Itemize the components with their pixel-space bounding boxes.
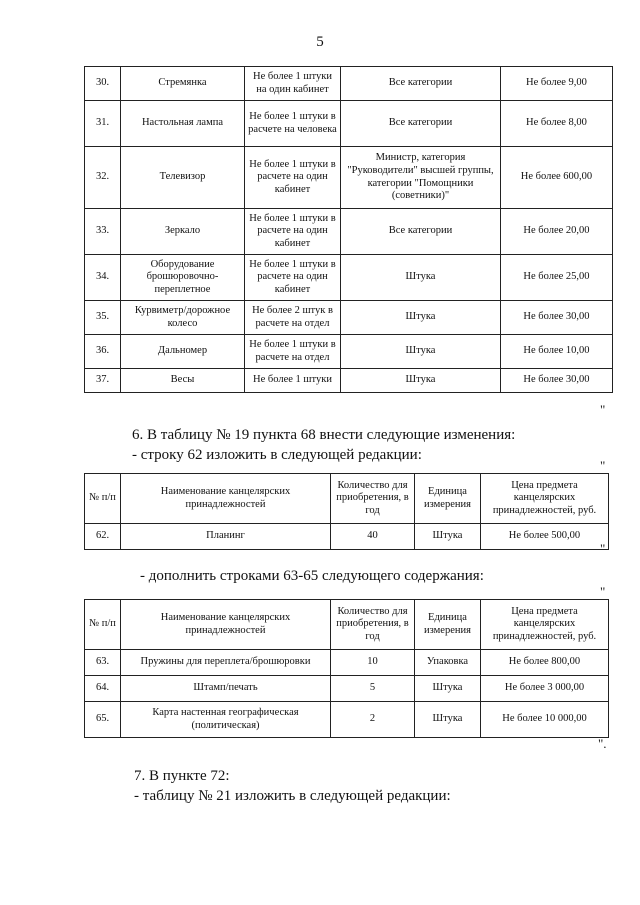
table-row [85, 147, 613, 209]
item-price: Не более 8,00 [501, 101, 613, 147]
row-number: 35. [85, 301, 121, 335]
item-name: Пружины для переплета/брошюровки [121, 650, 331, 676]
item-category: Штука [341, 369, 501, 393]
item-quantity: Не более 1 штуки в расчете на один кабинет [245, 209, 341, 255]
item-price: Не более 25,00 [501, 255, 613, 301]
item-price: Не более 800,00 [481, 650, 609, 676]
header-number: № п/п [85, 600, 121, 650]
item-name: Карта настенная географическая (политическая) [121, 702, 331, 738]
row-number: 63. [85, 650, 121, 676]
header-quantity: Количество для приобретения, в год [331, 600, 415, 650]
row-number: 62. [85, 524, 121, 550]
table-row [85, 101, 613, 147]
section-7-instruction: - таблицу № 21 изложить в следующей редакции: [134, 788, 451, 804]
item-quantity: Не более 1 штуки [245, 369, 341, 393]
row-number: 31. [85, 101, 121, 147]
closing-quote: " [600, 402, 606, 417]
section-6-instruction: - строку 62 изложить в следующей редакции: [132, 447, 422, 463]
item-name: Оборудование брошюровочно-переплетное [121, 255, 245, 301]
item-category: Все категории [341, 101, 501, 147]
header-quantity: Количество для приобретения, в год [331, 474, 415, 524]
opening-quote: " [600, 458, 606, 473]
table-row [85, 702, 609, 738]
item-quantity: Не более 1 штуки в расчете на один кабинет [245, 147, 341, 209]
item-quantity: Не более 2 штук в расчете на отдел [245, 301, 341, 335]
item-category: Все категории [341, 209, 501, 255]
table-row [85, 209, 613, 255]
item-unit: Штука [415, 676, 481, 702]
item-price: Не более 20,00 [501, 209, 613, 255]
item-unit: Упаковка [415, 650, 481, 676]
item-name: Телевизор [121, 147, 245, 209]
table-header-row [85, 600, 609, 650]
table-row-62 [84, 473, 609, 550]
item-quantity: Не более 1 штуки на один кабинет [245, 67, 341, 101]
closing-quote: " [600, 541, 606, 556]
item-category: Штука [341, 335, 501, 369]
item-name: Настольная лампа [121, 101, 245, 147]
item-quantity: 2 [331, 702, 415, 738]
row-number: 64. [85, 676, 121, 702]
table-row [85, 524, 609, 550]
opening-quote: " [600, 584, 606, 599]
row-number: 37. [85, 369, 121, 393]
item-price: Не более 10 000,00 [481, 702, 609, 738]
item-unit: Штука [415, 524, 481, 550]
item-price: Не более 10,00 [501, 335, 613, 369]
item-price: Не более 30,00 [501, 369, 613, 393]
header-name: Наименование канцелярских принадлежностей [121, 600, 331, 650]
item-name: Планинг [121, 524, 331, 550]
item-name: Курвиметр/дорожное колесо [121, 301, 245, 335]
section-7-heading: 7. В пункте 72: [134, 768, 230, 784]
item-name: Дальномер [121, 335, 245, 369]
row-number: 32. [85, 147, 121, 209]
item-quantity: 10 [331, 650, 415, 676]
table-row [85, 67, 613, 101]
header-price: Цена предмета канцелярских принадлежностей, руб. [481, 474, 609, 524]
row-number: 30. [85, 67, 121, 101]
item-category: Штука [341, 255, 501, 301]
header-number: № п/п [85, 474, 121, 524]
item-price: Не более 3 000,00 [481, 676, 609, 702]
table-header-row [85, 474, 609, 524]
header-unit: Единица измерения [415, 474, 481, 524]
section-6-heading: 6. В таблицу № 19 пункта 68 внести следующие изменения: [132, 427, 516, 443]
table-row [85, 369, 613, 393]
item-quantity: 40 [331, 524, 415, 550]
item-category: Все категории [341, 67, 501, 101]
item-name: Весы [121, 369, 245, 393]
table-row [85, 335, 613, 369]
item-unit: Штука [415, 702, 481, 738]
item-name: Штамп/печать [121, 676, 331, 702]
items-table [84, 66, 613, 393]
header-name: Наименование канцелярских принадлежностей [121, 474, 331, 524]
item-quantity: Не более 1 штуки в расчете на отдел [245, 335, 341, 369]
table-rows-63-65 [84, 599, 609, 738]
page-number: 5 [316, 34, 324, 50]
header-unit: Единица измерения [415, 600, 481, 650]
item-name: Стремянка [121, 67, 245, 101]
header-price: Цена предмета канцелярских принадлежностей, руб. [481, 600, 609, 650]
add-rows-instruction: - дополнить строками 63-65 следующего содержания: [140, 568, 484, 584]
row-number: 34. [85, 255, 121, 301]
item-quantity: 5 [331, 676, 415, 702]
table-row [85, 301, 613, 335]
item-category: Штука [341, 301, 501, 335]
item-price: Не более 30,00 [501, 301, 613, 335]
item-price: Не более 9,00 [501, 67, 613, 101]
item-category: Министр, категория "Руководители" высшей группы, категории "Помощники (советники)" [341, 147, 501, 209]
item-name: Зеркало [121, 209, 245, 255]
table-row [85, 650, 609, 676]
row-number: 36. [85, 335, 121, 369]
item-price: Не более 500,00 [481, 524, 609, 550]
closing-quote: ". [598, 736, 607, 751]
item-quantity: Не более 1 штуки в расчете на один кабинет [245, 255, 341, 301]
row-number: 33. [85, 209, 121, 255]
row-number: 65. [85, 702, 121, 738]
table-row [85, 676, 609, 702]
item-price: Не более 600,00 [501, 147, 613, 209]
item-quantity: Не более 1 штуки в расчете на человека [245, 101, 341, 147]
table-row [85, 255, 613, 301]
